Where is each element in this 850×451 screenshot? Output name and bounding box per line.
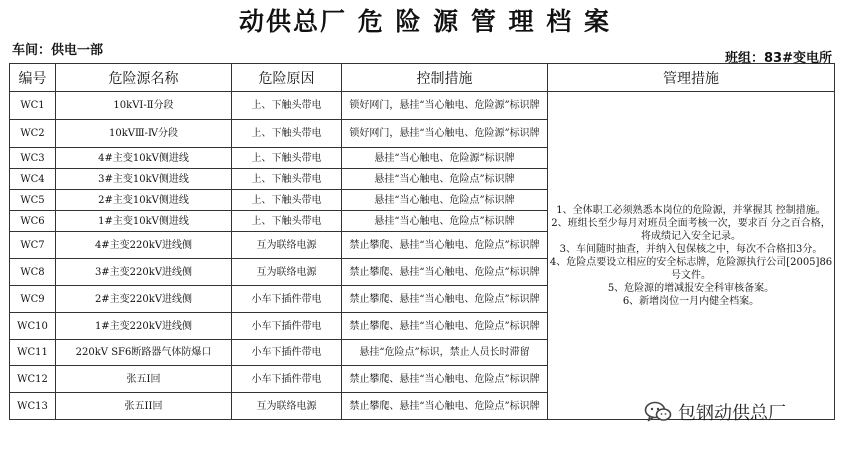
team-label: 班组：83#变电所 — [725, 51, 832, 66]
cell-name: 2#主变10kV侧进线 — [56, 190, 232, 211]
cell-code: WC13 — [10, 393, 56, 420]
cell-control: 悬挂“当心触电、危险源”标识牌 — [342, 148, 548, 169]
management-measures — [548, 92, 835, 420]
workshop-label: 车间：供电一部 — [12, 43, 104, 58]
cell-control: 禁止攀爬、悬挂“当心触电、危险点”标识牌 — [342, 259, 548, 286]
cell-code: WC1 — [10, 92, 56, 120]
cell-cause: 上、下触头带电 — [232, 120, 342, 148]
cell-name: 3#主变10kV侧进线 — [56, 169, 232, 190]
management-item: 4、危险点要设立相应的安全标志牌，危险源执行公司[2005]86号文件。 — [549, 256, 833, 281]
hazard-table — [9, 63, 835, 420]
column-header-code: 编号 — [10, 64, 56, 92]
cell-cause: 小车下插件带电 — [232, 286, 342, 313]
management-item: 3、车间随时抽查，并纳入包保核之中，每次不合格扣3分。 — [559, 243, 823, 255]
cell-name: 4#主变220kV进线侧 — [56, 232, 232, 259]
cell-control: 悬挂“当心触电、危险点”标识牌 — [342, 211, 548, 232]
cell-code: WC5 — [10, 190, 56, 211]
cell-control: 禁止攀爬、悬挂“当心触电、危险点”标识牌 — [342, 313, 548, 340]
cell-name: 1#主变10kV侧进线 — [56, 211, 232, 232]
management-item: 1、全体职工必须熟悉本岗位的危险源，并掌握其 控制措施。 — [556, 204, 826, 216]
cell-name: 4#主变10kV侧进线 — [56, 148, 232, 169]
cell-cause: 上、下触头带电 — [232, 211, 342, 232]
wechat-icon — [644, 400, 672, 424]
cell-cause: 小车下插件带电 — [232, 366, 342, 393]
cell-control: 锁好网门，悬挂“当心触电、危险源”标识牌 — [342, 120, 548, 148]
cell-cause: 上、下触头带电 — [232, 148, 342, 169]
cell-name: 220kV SF6断路器气体防爆口 — [56, 340, 232, 366]
watermark-text: 包钢动供总厂 — [678, 403, 786, 424]
cell-code: WC12 — [10, 366, 56, 393]
column-header-cause: 危险原因 — [232, 64, 342, 92]
column-header-name: 危险源名称 — [56, 64, 232, 92]
cell-cause: 小车下插件带电 — [232, 313, 342, 340]
cell-control: 禁止攀爬、悬挂“当心触电、危险点”标识牌 — [342, 366, 548, 393]
cell-name: 3#主变220kV进线侧 — [56, 259, 232, 286]
cell-cause: 互为联络电源 — [232, 393, 342, 420]
table-row — [10, 92, 835, 120]
cell-cause: 上、下触头带电 — [232, 190, 342, 211]
column-header-management: 管理措施 — [548, 64, 835, 92]
cell-control: 禁止攀爬、悬挂“当心触电、危险点”标识牌 — [342, 286, 548, 313]
cell-cause: 上、下触头带电 — [232, 92, 342, 120]
management-item: 6、新增岗位一月内健全档案。 — [622, 295, 760, 307]
cell-name: 张五I回 — [56, 366, 232, 393]
cell-name: 10kVⅢ-Ⅳ分段 — [56, 120, 232, 148]
cell-cause: 上、下触头带电 — [232, 169, 342, 190]
cell-cause: 互为联络电源 — [232, 259, 342, 286]
cell-code: WC2 — [10, 120, 56, 148]
cell-control: 禁止攀爬、悬挂“当心触电、危险点”标识牌 — [342, 393, 548, 420]
cell-control: 禁止攀爬、悬挂“当心触电、危险点”标识牌 — [342, 232, 548, 259]
page-title: 动供总厂 危 险 源 管 理 档 案 — [239, 7, 611, 36]
cell-code: WC4 — [10, 169, 56, 190]
management-item: 5、危险源的增减报安全科审核备案。 — [607, 282, 775, 294]
cell-code: WC7 — [10, 232, 56, 259]
management-item: 2、班组长至少每月对班员全面考核一次，要求百 分之百合格，将成绩记入安全记录。 — [551, 217, 831, 242]
cell-code: WC11 — [10, 340, 56, 366]
watermark — [644, 399, 786, 425]
cell-control: 悬挂“当心触电、危险点”标识牌 — [342, 190, 548, 211]
table-header-row — [10, 64, 835, 92]
cell-cause: 小车下插件带电 — [232, 340, 342, 366]
cell-code: WC3 — [10, 148, 56, 169]
cell-name: 2#主变220kV进线侧 — [56, 286, 232, 313]
cell-code: WC10 — [10, 313, 56, 340]
cell-name: 1#主变220kV进线侧 — [56, 313, 232, 340]
cell-name: 张五II回 — [56, 393, 232, 420]
cell-control: 悬挂“危险点”标识，禁止人员长时滞留 — [342, 340, 548, 366]
cell-name: 10kVⅠ-Ⅱ分段 — [56, 92, 232, 120]
cell-code: WC9 — [10, 286, 56, 313]
cell-code: WC8 — [10, 259, 56, 286]
cell-control: 悬挂“当心触电、危险点”标识牌 — [342, 169, 548, 190]
cell-cause: 互为联络电源 — [232, 232, 342, 259]
column-header-control: 控制措施 — [342, 64, 548, 92]
cell-code: WC6 — [10, 211, 56, 232]
cell-control: 锁好网门，悬挂“当心触电、危险源”标识牌 — [342, 92, 548, 120]
